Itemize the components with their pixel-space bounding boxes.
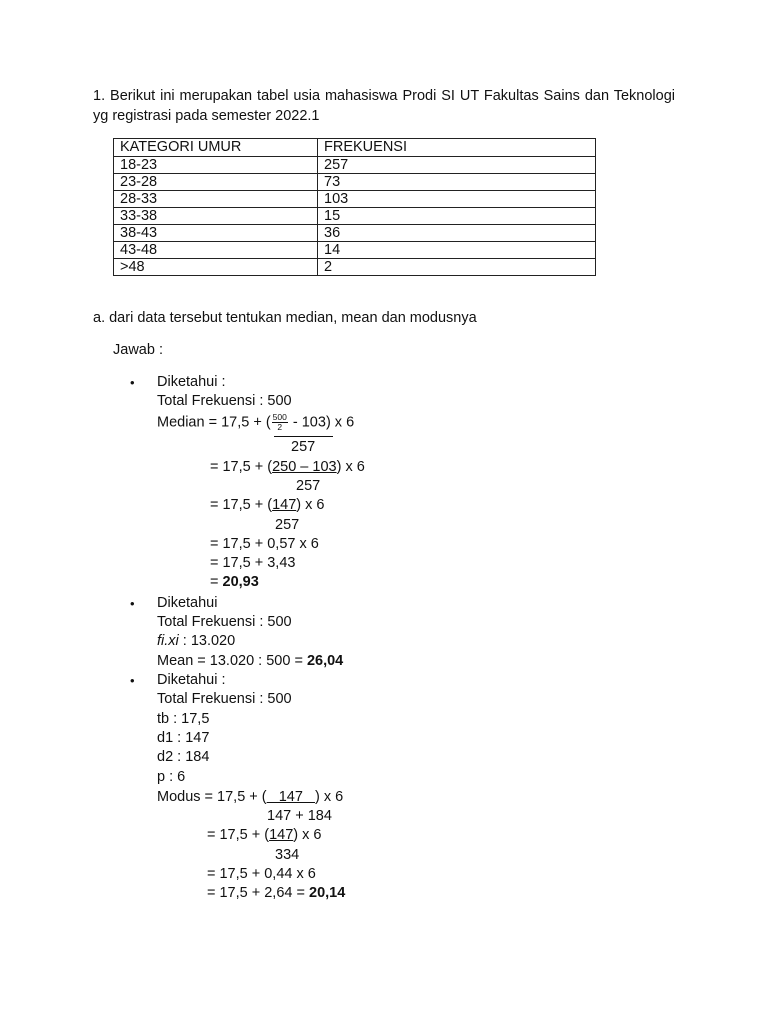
age-category-cell: 33-38 [114, 208, 318, 225]
modus-step-3: = 17,5 + 0,44 x 6 [207, 866, 316, 882]
median-total: Total Frekuensi : 500 [157, 393, 292, 409]
step-numerator: 147 [266, 789, 315, 805]
modus-result-line [207, 884, 345, 902]
fraction-denominator: 2 [277, 422, 283, 432]
bullet-modus: • [130, 673, 135, 688]
age-category-cell: 28-33 [114, 191, 318, 208]
median-step-4: = 17,5 + 0,57 x 6 [210, 536, 319, 552]
median-result: 20,93 [222, 574, 259, 590]
table-row [114, 259, 596, 276]
column-header-age-category: KATEGORI UMUR [114, 139, 318, 157]
frequency-cell: 257 [318, 157, 596, 174]
median-step-2 [210, 458, 365, 476]
step-suffix: ) x 6 [315, 789, 344, 805]
step-prefix: = 17,5 + ( [210, 497, 273, 513]
age-category-cell: 43-48 [114, 242, 318, 259]
median-denominator-3: 257 [275, 517, 300, 533]
age-category-cell: >48 [114, 259, 318, 276]
modus-tb: tb : 17,5 [157, 711, 210, 727]
table-row [114, 208, 596, 225]
step-numerator: 147 [269, 827, 294, 843]
mean-result: 26,04 [306, 653, 344, 669]
median-formula-prefix: Median = 17,5 + ( [157, 414, 271, 431]
table-row [114, 242, 596, 259]
frequency-cell: 15 [318, 208, 596, 225]
frequency-cell: 2 [318, 259, 596, 276]
fraction-numerator: 500 [272, 412, 287, 422]
median-step-3 [210, 496, 324, 514]
modus-p: p : 6 [157, 769, 186, 785]
age-category-cell: 38-43 [114, 225, 318, 242]
age-frequency-table [113, 138, 596, 276]
frequency-cell: 36 [318, 225, 596, 242]
table-row [114, 157, 596, 174]
modus-total: Total Frekuensi : 500 [157, 691, 292, 707]
table-row [114, 174, 596, 191]
median-denominator-1: 257 [291, 439, 316, 455]
modus-result: 20,14 [309, 885, 346, 901]
step-suffix: ) x 6 [293, 827, 322, 843]
result-prefix: = 17,5 + 2,64 = [207, 885, 309, 901]
step-prefix: = 17,5 + ( [210, 459, 273, 475]
answer-label: Jawab : [113, 342, 163, 358]
fixi-label: fi.xi [157, 633, 179, 649]
fixi-value: : 13.020 [178, 633, 236, 649]
modus-d2: d2 : 184 [157, 749, 210, 765]
mean-heading: Diketahui [157, 595, 218, 611]
age-category-cell: 18-23 [114, 157, 318, 174]
table-row [114, 225, 596, 242]
modus-d1: d1 : 147 [157, 730, 210, 746]
step-suffix: ) x 6 [296, 497, 325, 513]
question-a: a. dari data tersebut tentukan median, mean dan modusnya [93, 310, 477, 326]
median-formula-line [157, 413, 354, 432]
modus-denominator-1: 147 + 184 [267, 808, 332, 824]
modus-step-2 [207, 826, 321, 844]
mean-total: Total Frekuensi : 500 [157, 614, 292, 630]
age-category-cell: 23-28 [114, 174, 318, 191]
mean-formula-line [157, 652, 343, 670]
median-denominator-2: 257 [296, 478, 321, 494]
column-header-frequency: FREKUENSI [318, 139, 596, 157]
median-half-fraction [272, 413, 288, 432]
step-prefix: Modus = 17,5 + ( [157, 789, 267, 805]
mean-formula: Mean = 13.020 : 500 = [157, 653, 307, 669]
table-row [114, 191, 596, 208]
frequency-cell: 73 [318, 174, 596, 191]
median-fraction-bar [274, 436, 333, 437]
median-result-line [210, 573, 259, 591]
median-heading: Diketahui : [157, 374, 226, 390]
frequency-cell: 14 [318, 242, 596, 259]
median-step-5: = 17,5 + 3,43 [210, 555, 296, 571]
result-prefix: = [210, 574, 223, 590]
bullet-median: • [130, 375, 135, 390]
step-numerator: 250 – 103 [272, 459, 337, 475]
modus-denominator-2: 334 [275, 847, 300, 863]
frequency-cell: 103 [318, 191, 596, 208]
table-header-row [114, 139, 596, 157]
step-suffix: ) x 6 [336, 459, 365, 475]
bullet-mean: • [130, 596, 135, 611]
problem-statement: 1. Berikut ini merupakan tabel usia mahasiswa Prodi SI UT Fakultas Sains dan Teknologi yg registrasi pada semester 2022.1 [93, 88, 675, 124]
step-numerator: 147 [272, 497, 297, 513]
step-prefix: = 17,5 + ( [207, 827, 270, 843]
median-formula-suffix: - 103) x 6 [288, 414, 355, 431]
modus-formula-line [157, 788, 343, 806]
mean-fixi-line [157, 632, 235, 650]
modus-heading: Diketahui : [157, 672, 226, 688]
